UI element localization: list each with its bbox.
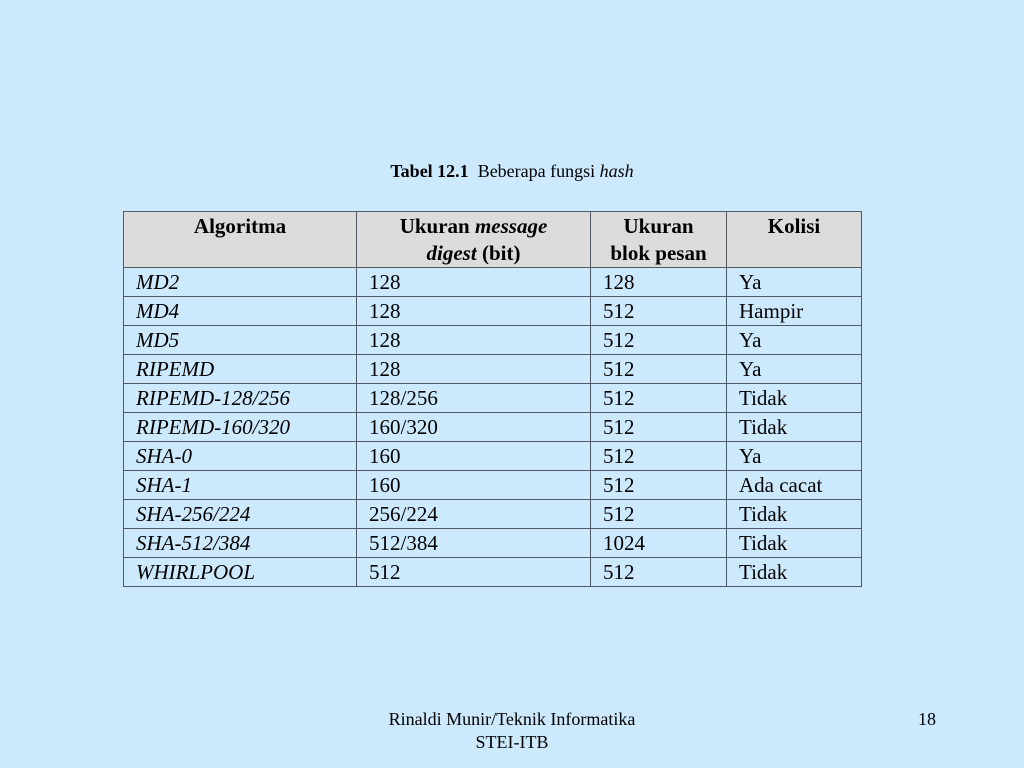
table-row — [124, 500, 862, 529]
header-digest-size — [357, 212, 591, 268]
table-caption — [0, 159, 1024, 183]
cell-collision: Hampir — [727, 297, 862, 326]
header-algorithm-label: Algoritma — [193, 214, 287, 238]
cell-algorithm: RIPEMD-128/256 — [124, 384, 357, 413]
caption-number: Tabel 12.1 — [390, 161, 469, 181]
cell-collision: Tidak — [727, 384, 862, 413]
cell-collision: Ya — [727, 326, 862, 355]
header-digest-label-part3: digest — [426, 241, 477, 265]
cell-block-size: 512 — [591, 558, 727, 587]
header-digest-label-part1: Ukuran — [399, 214, 470, 238]
cell-digest-size: 160 — [357, 471, 591, 500]
table-row — [124, 558, 862, 587]
cell-digest-size: 160/320 — [357, 413, 591, 442]
cell-digest-size: 160 — [357, 442, 591, 471]
table-row — [124, 442, 862, 471]
cell-collision: Tidak — [727, 529, 862, 558]
footer-institution: STEI-ITB — [475, 732, 549, 752]
cell-algorithm: MD5 — [124, 326, 357, 355]
cell-block-size: 512 — [591, 326, 727, 355]
table-row — [124, 268, 862, 297]
cell-algorithm: MD4 — [124, 297, 357, 326]
cell-digest-size: 128 — [357, 297, 591, 326]
cell-collision: Tidak — [727, 500, 862, 529]
cell-collision: Ya — [727, 268, 862, 297]
hash-functions-table — [123, 211, 862, 587]
page-number: 18 — [918, 709, 936, 729]
cell-algorithm: SHA-0 — [124, 442, 357, 471]
cell-digest-size: 256/224 — [357, 500, 591, 529]
cell-algorithm: WHIRLPOOL — [124, 558, 357, 587]
cell-block-size: 512 — [591, 413, 727, 442]
table-header-row — [124, 212, 862, 268]
table-row — [124, 297, 862, 326]
cell-digest-size: 512/384 — [357, 529, 591, 558]
header-digest-label-part2: message — [474, 214, 548, 238]
table-row — [124, 326, 862, 355]
cell-digest-size: 128 — [357, 355, 591, 384]
cell-collision: Tidak — [727, 558, 862, 587]
cell-digest-size: 128 — [357, 268, 591, 297]
cell-block-size: 1024 — [591, 529, 727, 558]
cell-algorithm: SHA-512/384 — [124, 529, 357, 558]
cell-block-size: 512 — [591, 355, 727, 384]
header-block-label-line2: blok pesan — [610, 241, 707, 265]
table-row — [124, 355, 862, 384]
footer — [0, 708, 1024, 754]
cell-block-size: 128 — [591, 268, 727, 297]
table-row — [124, 384, 862, 413]
cell-collision: Ya — [727, 442, 862, 471]
cell-block-size: 512 — [591, 297, 727, 326]
header-block-size — [591, 212, 727, 268]
caption-emphasis: hash — [599, 161, 634, 181]
cell-block-size: 512 — [591, 500, 727, 529]
cell-digest-size: 128 — [357, 326, 591, 355]
table-row — [124, 471, 862, 500]
header-block-label-line1: Ukuran — [623, 214, 694, 238]
header-digest-label-part4: (bit) — [481, 241, 521, 265]
cell-algorithm: SHA-1 — [124, 471, 357, 500]
header-collision — [727, 212, 862, 268]
header-algorithm — [124, 212, 357, 268]
cell-collision: Ya — [727, 355, 862, 384]
cell-algorithm: SHA-256/224 — [124, 500, 357, 529]
cell-block-size: 512 — [591, 384, 727, 413]
cell-algorithm: RIPEMD — [124, 355, 357, 384]
cell-block-size: 512 — [591, 442, 727, 471]
table-row — [124, 529, 862, 558]
footer-author: Rinaldi Munir/Teknik Informatika — [388, 709, 636, 729]
caption-text: Beberapa fungsi — [477, 161, 596, 181]
cell-collision: Ada cacat — [727, 471, 862, 500]
cell-algorithm: MD2 — [124, 268, 357, 297]
table-body — [124, 268, 862, 587]
cell-digest-size: 128/256 — [357, 384, 591, 413]
table-row — [124, 413, 862, 442]
cell-algorithm: RIPEMD-160/320 — [124, 413, 357, 442]
cell-digest-size: 512 — [357, 558, 591, 587]
cell-collision: Tidak — [727, 413, 862, 442]
cell-block-size: 512 — [591, 471, 727, 500]
header-collision-label: Kolisi — [767, 214, 821, 238]
